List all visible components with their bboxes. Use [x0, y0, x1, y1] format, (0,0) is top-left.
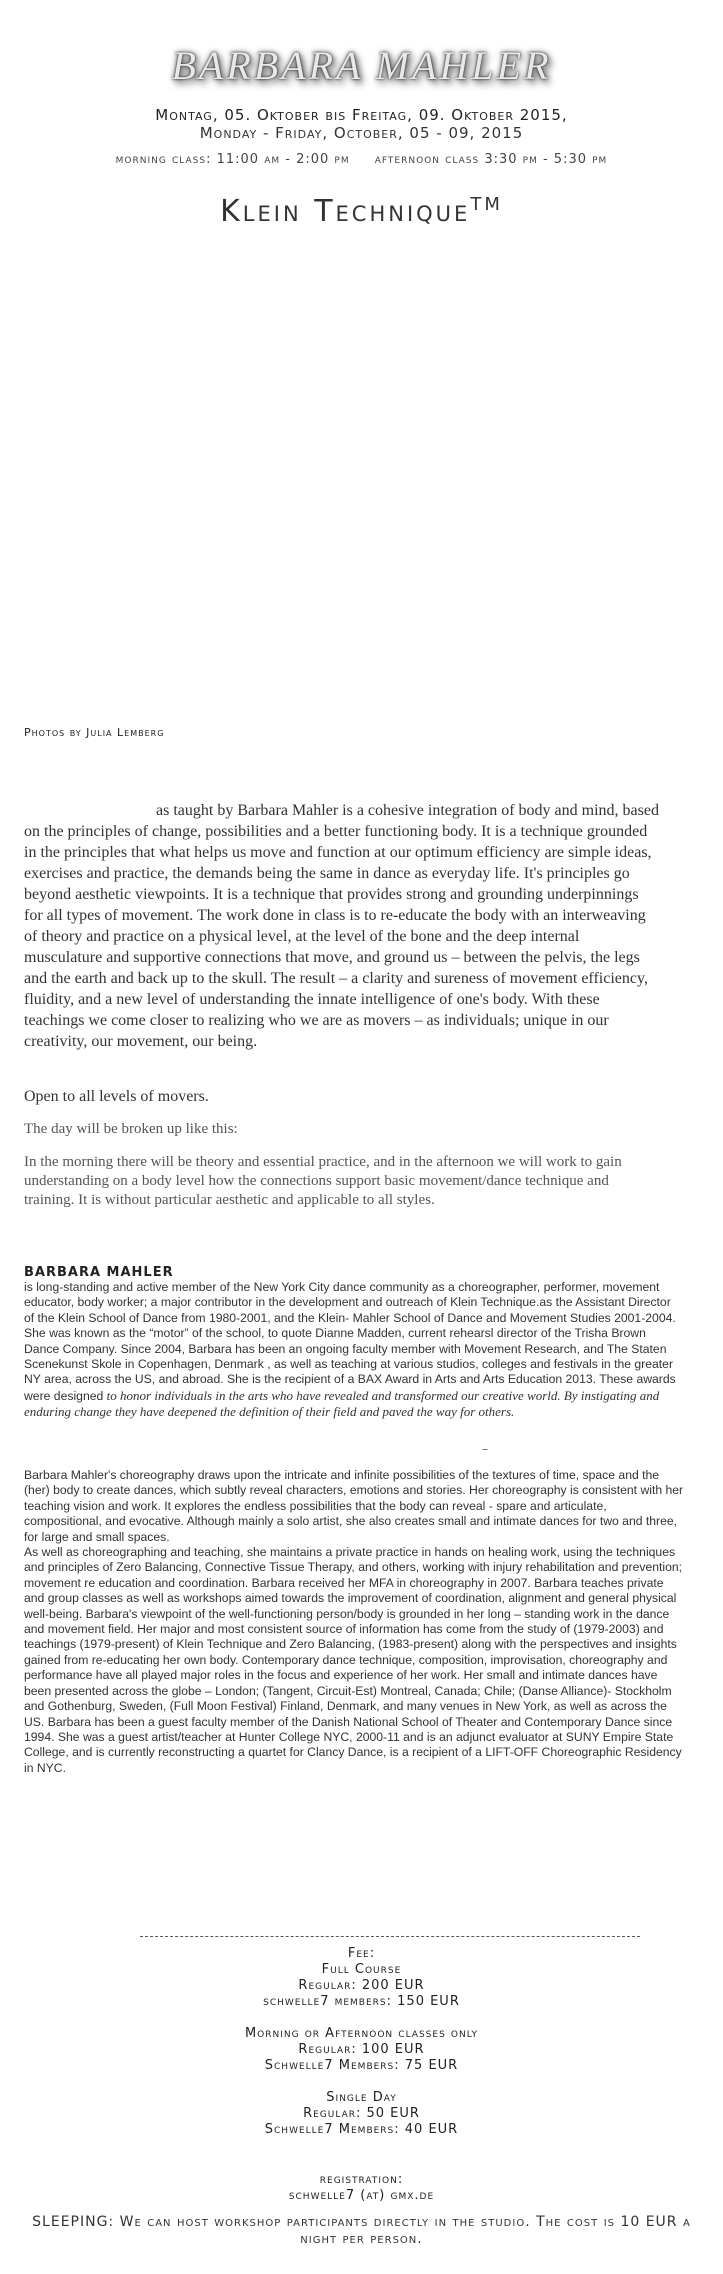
registration-email[interactable]: schwelle7 (at) gmx.de	[288, 2188, 435, 2203]
practice-paragraph: As well as choreographing and teaching, she maintains a private practice in hands on healing work, using the techniques and principles of Zero Balancing, Connective Tissue Therapy, and others, working with injury rehabilitation and prevention; movement re education and coordination. Barbara received her MFA in choreography in 2007. Barbara teaches private and group classes as well as workshops aimed towards the improvement of coordination, alignment and general physical well-being. Barbara's viewpoint of the well-functioning person/body is grounded in her long – standing work in the dance and movement field. Her major and most consistent source of information has come from the study of (1979-2003) and teachings (1979-present) of Klein Technique and Zero Balancing, (1983-present) along with the perspectives and insights gained from re-educating her own body. Contemporary dance technique, composition, improvisation, choreography and performance have all played major roles in the focus and experience of her work. Her small and intimate dances have been presented across the globe – London; (Tangent, Circuit-Est) Montreal, Canada; Chile; (Danse Alliance)- Stockholm and Gothenburg, Sweden, (Full Moon Festival) Finland, Denmark, and many venues in New York, as well as across the US. Barbara has been a guest faculty member of the Danish National School of Theater and Contemporary Dance since 1994. She was a guest artist/teacher at Hunter College NYC, 2000-11 and is an adjunct evaluator at SUNY Empire State College, and is currently reconstructing a quartet for Clancy Dance, is a recipient of a LIFT-OFF Choreographic Residency in NYC.	[24, 1545, 683, 1775]
page-title: BARBARA MAHLER	[171, 43, 552, 88]
morning-class-time: morning class: 11:00 am - 2:00 pm	[115, 152, 350, 167]
single-day-regular-price: Regular: 50 EUR	[303, 2106, 420, 2121]
sleeping-label: SLEEPING:	[32, 2214, 115, 2230]
sleeping-text: We can host workshop participants directly in the studio. The cost is 10 EUR a night per person.	[114, 2214, 691, 2247]
choreography-paragraph: Barbara Mahler's choreography draws upon the intricate and infinite possibilities of the textures of time, space and the (her) body to create dances, which subtly reveal characters, emotions and stories. Her choreography is consistent with her teaching vision and work. It explores the endless possibilities that the body can reveal - spare and articulate, compositional, and evocative. Although mainly a solo artist, she also creates small and intimate dances for two and three, for large and small spaces.	[24, 1468, 684, 1544]
photo-credit: Photos by Julia Lemberg	[24, 726, 165, 739]
bio-text: is long-standing and active member of the New York City dance community as a choreographer, performer, movement educator, body worker; a major contributor in the development and outreach of Klein Technique.as the Assistant Director of the Klein School of Dance from 1980-2001, and the Klein- Mahler School of Dance and Movement Studies 2001-2004. She was known as the “motor” of the school, to quote Dianne Madden, current rehearsl director of the Trisha Brown Dance Company. Since 2004, Barbara has been an ongoing faculty member with Movement Research, and The Staten Scenekunst Skole in Copenhagen, Denmark , as well as teaching at various studios, colleges and festivals in the greater NY area, across the US, and abroad. She is the recipient of a BAX Award in Arts and Arts Education 2013. These awards were designed	[24, 1280, 676, 1403]
open-to-all-text: Open to all levels of movers.	[24, 1088, 209, 1105]
afternoon-class-time: afternoon class 3:30 pm - 5:30 pm	[374, 152, 608, 167]
dates-english: Monday - Friday, October, 05 - 09, 2015	[199, 124, 524, 142]
bio-name: BARBARA MAHLER	[24, 1265, 174, 1280]
separator-link[interactable]: –	[482, 1442, 488, 1456]
single-day-member-price: Schwelle7 Members: 40 EUR	[264, 2122, 459, 2137]
class-times	[0, 152, 723, 167]
technique-heading	[0, 194, 723, 229]
single-day-heading: Single Day	[326, 2090, 397, 2105]
half-day-regular-price: Regular: 100 EUR	[298, 2042, 425, 2057]
bio-award-quote: to honor individuals in the arts who have revealed and transformed our creative world. By instigating and enduring change they have deepened the definition of their field and paved the way for others.	[24, 1387, 660, 1420]
half-day-heading: Morning or Afternoon classes only	[244, 2026, 479, 2041]
dates-german: Montag, 05. Oktober bis Freitag, 09. Oktober 2015,	[155, 106, 568, 124]
intro-paragraph	[24, 800, 659, 1052]
registration-section	[0, 2172, 723, 2204]
bio-paragraph	[24, 1280, 684, 1421]
half-day-member-price: Schwelle7 Members: 75 EUR	[264, 2058, 459, 2073]
dashed-divider	[140, 1936, 640, 1937]
fee-heading: Fee:	[347, 1946, 376, 1961]
choreography-section	[24, 1468, 684, 1776]
technique-heading-text: Klein Technique	[220, 194, 471, 229]
intro-text: as taught by Barbara Mahler is a cohesive integration of body and mind, based on the principles of change, possibilities and a better functioning body. It is a technique grounded in the principles that what helps us move and function at our optimum efficiency are simple ideas, exercises and practice, the demands being the same in dance as everyday life. It's principles go beyond aesthetic viewpoints. It is a technique that provides strong and grounding underpinnings for all types of movement. The work done in class is to re-educate the body with an interweaving of theory and practice on a physical level, at the level of the bone and the deep internal musculature and supportive connections that move, and ground us – between the pelvis, the legs and the earth and back up to the skull. The result – a clarity and sureness of movement efficiency, fluidity, and a new level of understanding the innate intelligence of one's body. With these teachings we come closer to realizing who we are as movers – as individuals; unique in our creativity, our movement, our being.	[24, 802, 659, 1050]
day-schedule-heading: The day will be broken up like this:	[24, 1121, 238, 1137]
full-course-heading: Full Course	[321, 1962, 402, 1977]
trademark-mark: TM	[470, 194, 503, 215]
sleeping-note	[30, 2214, 693, 2248]
day-schedule-text: In the morning there will be theory and essential practice, and in the afternoon we will work to gain understanding on a body level how the connections support basic movement/dance technique and training. It is without particular aesthetic and applicable to all styles.	[24, 1154, 622, 1208]
fees-section	[0, 1946, 723, 2138]
full-course-member-price: schwelle7 members: 150 EUR	[263, 1994, 460, 2009]
full-course-regular-price: Regular: 200 EUR	[298, 1978, 425, 1993]
registration-label: registration:	[319, 2172, 404, 2187]
